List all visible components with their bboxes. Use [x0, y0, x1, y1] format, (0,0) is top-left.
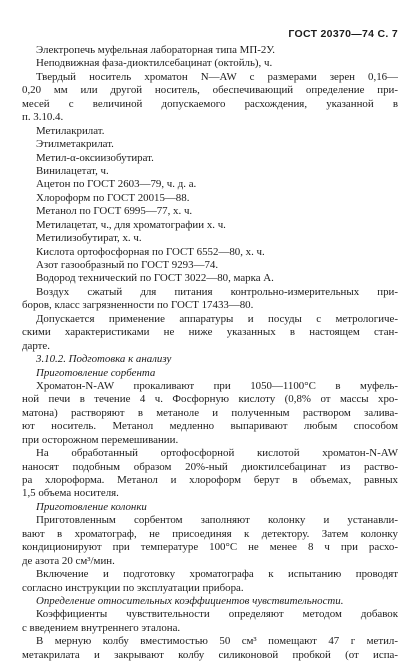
text-line: ной печи в течение 4 ч. Фосфорную кислоту (0,8% от массы хро- — [22, 393, 398, 406]
text-line: Допускается применение аппаратуры и посуды с метрологиче- — [36, 312, 398, 325]
text-line: Азот газообразный по ГОСТ 9293—74. — [36, 259, 219, 271]
text-line: В мерную колбу вместимостью 50 см³ помещают 47 г метил- — [36, 635, 398, 648]
text-line: Винилацетат, ч. — [36, 164, 109, 177]
text-line: Этилметакрилат. — [36, 138, 114, 151]
text-line: 0,20 мм или другой носитель, обеспечивающий определение при- — [22, 84, 398, 97]
text-line: метакрилата и закрывают колбу силиконовой пробкой (от испа- — [22, 648, 398, 661]
text-line: дарте. — [22, 339, 50, 352]
text-line: кондиционируют при температуре 100°С не менее 8 ч при расхо- — [22, 541, 398, 554]
text-line: Кислота ортофосфорная по ГОСТ 6552—80, х. ч. — [36, 245, 265, 258]
text-line: 3.10.2. Подготовка к анализу — [36, 353, 172, 366]
text-line: Включение и подготовку хроматографа к испытанию проводят — [36, 568, 398, 581]
text-line: Метил-α-оксиизобутират. — [36, 151, 154, 164]
text-line: Приготовление сорбента — [36, 366, 156, 379]
text-line: 1,5 объема носителя. — [22, 487, 119, 500]
text-line: Определение относительных коэффициентов чувствительности. — [36, 594, 344, 607]
text-line: Метилацетат, ч., для хроматографии х. ч. — [36, 218, 226, 231]
text-line: Хроматон-N-AW прокаливают при 1050—1100°С в муфель- — [36, 379, 398, 392]
text-line: Электропечь муфельная лабораторная типа МП-2У. — [36, 44, 275, 56]
text-line: На обработанный ортофосфорной кислотой хроматон-N-AW — [36, 447, 398, 460]
text-line: ют носитель. Метанол медленно выпаривают любым способом — [22, 420, 398, 433]
text-line: Хлороформ по ГОСТ 20015—88. — [36, 191, 190, 204]
text-line: де азота 20 см³/мин. — [22, 554, 115, 567]
text-line: наносят подобным образом 20%-ный диоктилсебацинат из раство- — [22, 460, 398, 473]
text-line: вают в хроматограф, не присоединяя к детектору. Затем колонку — [22, 527, 398, 540]
text-line: п. 3.10.4. — [22, 111, 64, 124]
text-line: Приготовление колонки — [36, 500, 147, 513]
text-line: Метанол по ГОСТ 6995—77, х. ч. — [36, 205, 193, 218]
text-line: месей с величиной допускаемого расхождения, указанной в — [22, 97, 398, 110]
text-line: скими характеристиками не ниже указанных в настоящем стан- — [22, 326, 398, 339]
text-line: при осторожном перемешивании. — [22, 433, 179, 446]
text-line: Метилизобутират, х. ч. — [36, 232, 142, 245]
text-line: Ацетон по ГОСТ 2603—79, ч. д. а. — [36, 178, 197, 191]
document-body — [22, 44, 398, 662]
text-line: боров, класс загрязненности по ГОСТ 17433—80. — [22, 299, 254, 312]
text-line: Неподвижная фаза-диоктилсебацинат (октойль), ч. — [36, 57, 273, 70]
text-line: Воздух сжатый для питания контрольно-измерительных при- — [36, 285, 398, 298]
text-line: Приготовленным сорбентом заполняют колонку и устанавли- — [36, 514, 398, 527]
text-line: Коэффициенты чувствительности определяют методом добавок — [36, 608, 398, 621]
text-line: ра хлороформа. Метанол и хлороформ берут в объемах, равных — [22, 474, 398, 486]
text-line: матона) растворяют в метаноле и полученным раствором залива- — [22, 406, 398, 419]
text-line: с введением внутреннего эталона. — [22, 621, 181, 634]
text-line: Твердый носитель хроматон N—AW с размерами зерен 0,16— — [36, 70, 398, 83]
page-header: ГОСТ 20370—74 С. 7 — [288, 28, 398, 40]
text-line: Метилакрилат. — [36, 124, 105, 137]
text-line: согласно инструкции по эксплуатации прибора. — [22, 581, 244, 594]
text-line: Водород технический по ГОСТ 3022—80, марка А. — [36, 272, 274, 285]
